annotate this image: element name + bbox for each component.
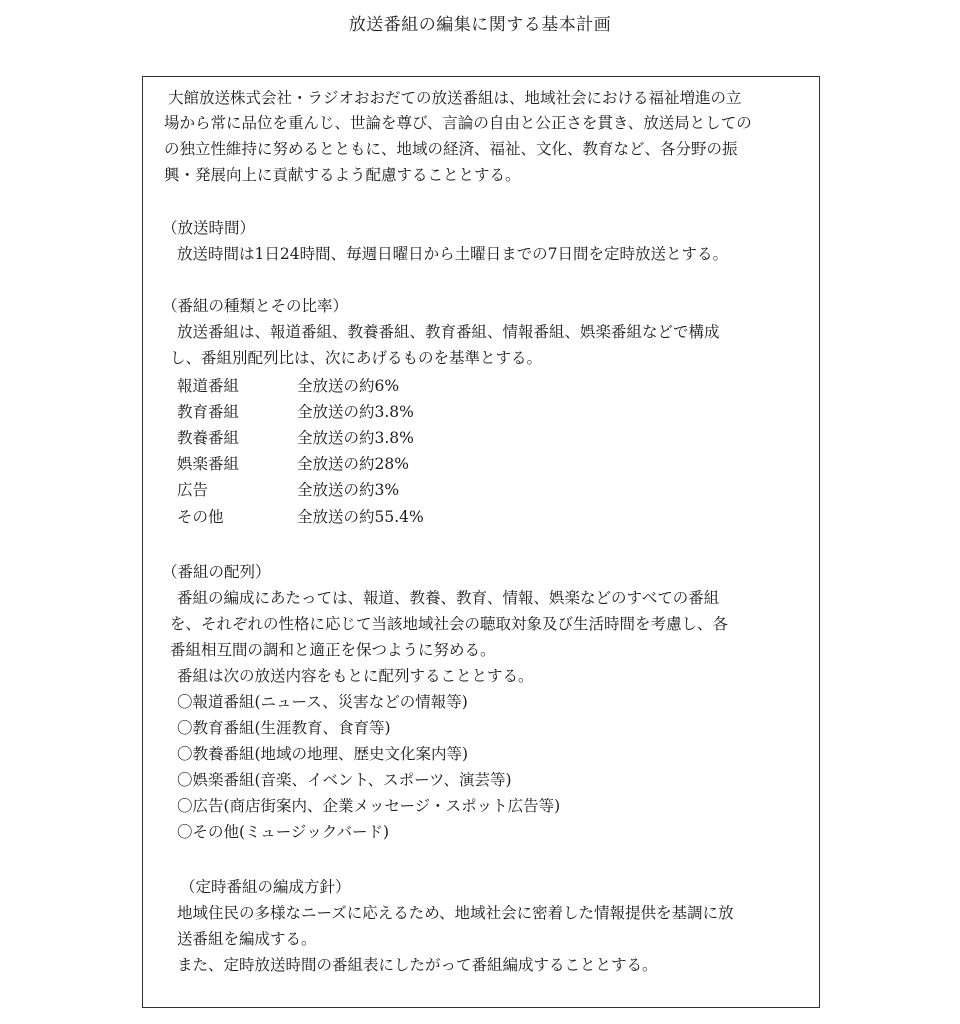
ratio-name: 教養番組 (177, 429, 240, 447)
arrangement-line: を、それぞれの性格に応じて当該地域社会の聴取対象及び生活時間を考慮し、各 (170, 615, 729, 633)
document-title: 放送番組の編集に関する基本計画 (348, 15, 612, 35)
intro-line: 興・発展向上に貢献するよう配慮することとする。 (164, 166, 521, 184)
arrangement-line: 番組は次の放送内容をもとに配列することとする。 (177, 667, 534, 685)
ratio-value: 全放送の約3.8% (297, 403, 414, 421)
intro-line: 大館放送株式会社・ラジオおおだての放送番組は、地域社会における福祉増進の立 (168, 89, 742, 107)
arrangement-item: 〇教養番組(地域の地理、歴史文化案内等) (177, 745, 469, 763)
ratio-name: 報道番組 (177, 377, 240, 395)
arrangement-item: 〇報道番組(ニュース、災害などの情報等) (177, 693, 468, 711)
section-heading-program-types: （番組の種類とその比率） (162, 297, 349, 315)
ratio-value: 全放送の約3.8% (297, 429, 414, 447)
ratio-value: 全放送の約3% (297, 481, 400, 499)
program-types-line: 放送番組は、報道番組、教養番組、教育番組、情報番組、娯楽番組などで構成 (177, 323, 720, 341)
section-heading-arrangement: （番組の配列） (162, 563, 271, 581)
ratio-value: 全放送の約28% (297, 455, 409, 473)
intro-line: 場から常に品位を重んじ、世論を尊び、言論の自由と公正さを貫き、放送局としての (164, 114, 752, 132)
policy-line: 地域住民の多様なニーズに応えるため、地域社会に密着した情報提供を基調に放 (177, 904, 734, 922)
arrangement-item: 〇教育番組(生涯教育、食育等) (177, 719, 391, 737)
ratio-name: 娯楽番組 (177, 455, 240, 473)
arrangement-item: 〇広告(商店街案内、企業メッセージ・スポット広告等) (177, 797, 561, 815)
ratio-value: 全放送の約55.4% (297, 508, 424, 526)
policy-line: 送番組を編成する。 (177, 930, 317, 948)
ratio-name: 広告 (177, 481, 209, 499)
section-heading-policy: （定時番組の編成方針） (180, 878, 351, 896)
arrangement-item: 〇その他(ミュージックバード) (177, 823, 390, 841)
program-types-line: し、番組別配列比は、次にあげるものを基準とする。 (170, 349, 543, 367)
section-heading-broadcast-time: （放送時間） (162, 219, 256, 237)
arrangement-line: 番組の編成にあたっては、報道、教養、教育、情報、娯楽などのすべての番組 (177, 589, 720, 607)
arrangement-item: 〇娯楽番組(音楽、イベント、スポーツ、演芸等) (177, 771, 512, 789)
policy-line: また、定時放送時間の番組表にしたがって番組編成することとする。 (177, 956, 658, 974)
ratio-value: 全放送の約6% (297, 377, 400, 395)
intro-line: の独立性維持に努めるとともに、地域の経済、福祉、文化、教育など、各分野の振 (164, 140, 738, 158)
broadcast-time-text: 放送時間は1日24時間、毎週日曜日から土曜日までの7日間を定時放送とする。 (177, 245, 728, 263)
ratio-name: 教育番組 (177, 403, 240, 421)
ratio-name: その他 (177, 508, 224, 526)
arrangement-line: 番組相互間の調和と適正を保つように努める。 (170, 641, 496, 659)
content-frame (142, 76, 820, 1008)
